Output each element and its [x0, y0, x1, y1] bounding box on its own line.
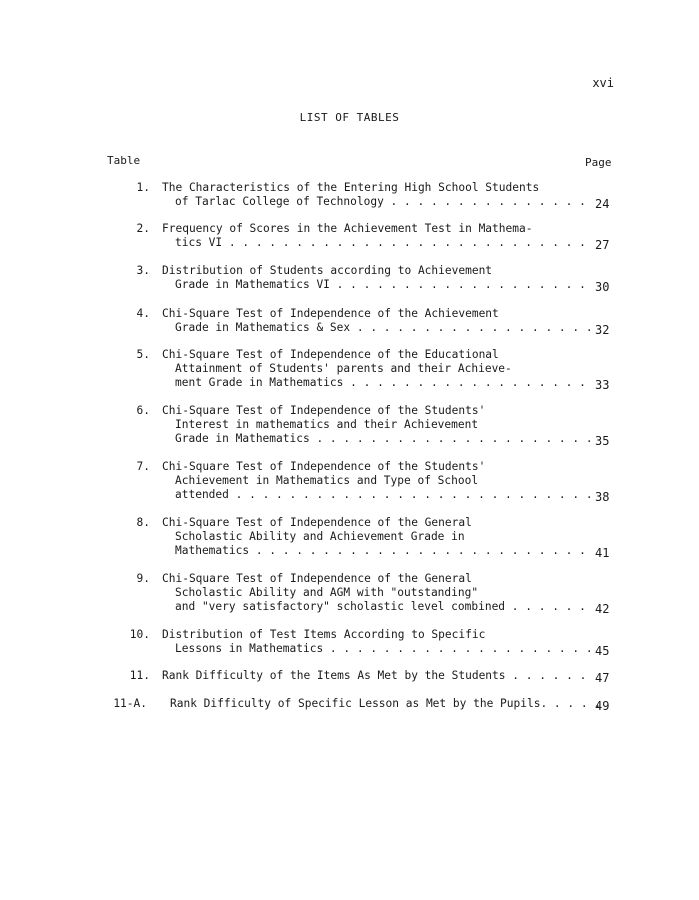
page-ref: 45 [595, 644, 610, 658]
caption-line: Lessons in Mathematics . . . [162, 642, 592, 656]
page-ref: 24 [595, 197, 610, 211]
page-ref: 49 [595, 699, 610, 713]
table-number: 11. [129, 669, 150, 682]
page-ref: 38 [595, 490, 610, 504]
table-number: 4. [136, 307, 150, 320]
caption-line: ment Grade in Mathematics . . . [162, 376, 592, 390]
table-number: 9. [136, 572, 150, 585]
table-number: 5. [136, 348, 150, 361]
table-caption [162, 264, 592, 292]
table-caption [162, 404, 592, 446]
table-number: 10. [129, 628, 150, 641]
table-caption [162, 628, 592, 656]
table-number: 3. [136, 264, 150, 277]
caption-line: tics VI . . . [162, 236, 592, 250]
table-caption [162, 348, 592, 390]
table-caption [162, 516, 592, 558]
caption-line: Distribution of Test Items According to Specific [162, 628, 486, 641]
column-header-page: Page [585, 156, 612, 169]
table-caption [162, 222, 592, 250]
caption-line: Scholastic Ability and AGM with "outstanding" [175, 586, 479, 599]
table-number: 2. [136, 222, 150, 235]
table-caption [162, 460, 592, 502]
caption-line: Chi-Square Test of Independence of the Achievement [162, 307, 499, 320]
caption-line: Grade in Mathematics & Sex . . . [162, 321, 592, 335]
table-caption [162, 669, 592, 683]
page-title: LIST OF TABLES [299, 111, 400, 124]
table-caption [162, 307, 592, 335]
page-ref: 41 [595, 546, 610, 560]
caption-line: Scholastic Ability and Achievement Grade in [175, 530, 465, 543]
caption-line: Mathematics . . . [162, 544, 592, 558]
table-number: 1. [136, 181, 150, 194]
caption-line: attended . . . [162, 488, 592, 502]
table-number: 8. [136, 516, 150, 529]
page-ref: 32 [595, 323, 610, 337]
caption-line: Distribution of Students according to Achievement [162, 264, 493, 277]
table-number: 6. [136, 404, 150, 417]
page-ref: 42 [595, 602, 610, 616]
page-ref: 47 [595, 671, 610, 685]
caption-line: Grade in Mathematics . . . [162, 432, 592, 446]
caption-line: Rank Difficulty of Specific Lesson as Met by the Pupils. . . . [170, 697, 600, 711]
caption-line: and "very satisfactory" scholastic level combined . . . [162, 600, 592, 614]
caption-line: Chi-Square Test of Independence of the Educational [162, 348, 499, 361]
page-number: xvi [592, 76, 614, 90]
caption-line: Chi-Square Test of Independence of the Students' [162, 404, 486, 417]
caption-line: Frequency of Scores in the Achievement Test in Mathema- [162, 222, 533, 235]
caption-line: Chi-Square Test of Independence of the Students' [162, 460, 486, 473]
caption-line: Chi-Square Test of Independence of the General [162, 572, 472, 585]
caption-line: Grade in Mathematics VI . . . [162, 278, 592, 292]
table-caption [162, 181, 592, 209]
caption-line: Attainment of Students' parents and their Achieve- [175, 362, 512, 375]
page-ref: 35 [595, 434, 610, 448]
table-caption [170, 697, 600, 711]
caption-line: Interest in mathematics and their Achievement [175, 418, 479, 431]
table-number: 7. [136, 460, 150, 473]
caption-line: Chi-Square Test of Independence of the General [162, 516, 472, 529]
table-number: 11-A. [113, 697, 147, 710]
caption-line: of Tarlac College of Technology . . . [162, 195, 592, 209]
page-ref: 30 [595, 280, 610, 294]
column-header-table: Table [107, 154, 141, 167]
table-caption [162, 572, 592, 614]
caption-line: Rank Difficulty of the Items As Met by the Students . . . [162, 669, 592, 683]
caption-line: Achievement in Mathematics and Type of School [175, 474, 479, 487]
caption-line: The Characteristics of the Entering High School Students [162, 181, 540, 194]
page-ref: 33 [595, 378, 610, 392]
page-ref: 27 [595, 238, 610, 252]
